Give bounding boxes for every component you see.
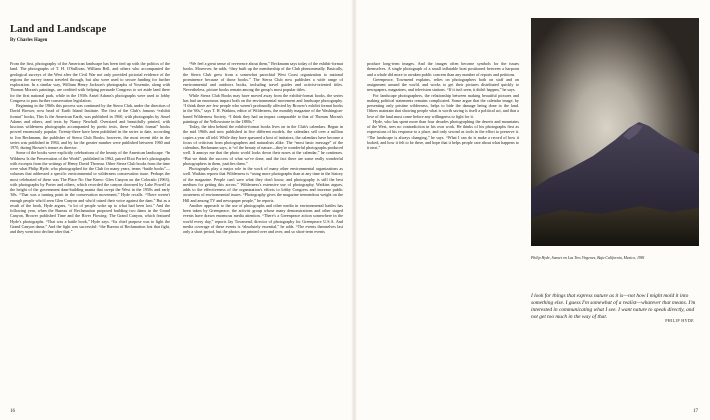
quote-attribution: PHILIP HYDE: [665, 318, 694, 323]
paragraph: Some of the books were explicitly celebrations of the beauty of the American landscape. “In Wildness Is the Preservation of the World”, published in 1962, paired Eliot Porter's photographs with excerpts from the writings of Henry David Thoreau. Other Sierra Club books from the time were what Philip Hyde, who photographed for the Club for many years, terms “battle books”—volumes that addressed a specific environmental or wilderness conservation issue. Perhaps the most celebrated of these was The Place No One Knew: Glen Canyon on the Colorado (1963), with photographs by Porter and others, which recorded the canyon drowned by Lake Powell at the height of the government dam-building mania that swept the West in the 1950s and early '60s. “That was a turning point in the conservation movement,” Hyde recalls. “There weren't enough people who'd seen Glen Canyon and who'd raised their voice against the dam.” But as a result of the book, Hyde argues, “a lot of people woke up to what had been lost.” And the following year, when the Bureau of Reclamation proposed building two dams in the Grand Canyon, Brower published Time and the River Flowing: The Grand Canyon, which featured Hyde's photographs. “That was a battle book,” Hyde says. “Its chief purpose was to fight the Grand Canyon dams.” And the fight was successful: “the Bureau of Reclamation lost that fight, and they went into decline after that.”: [10, 150, 170, 234]
left-page-column-1: [10, 61, 170, 406]
pull-quote: I look for things that express nature as it is—not how I might mold it into something else. I guess I'm somewhat of a realist—whatever that means. I'm interested in communicating what I see. I want nature to speak directly, and not get too much in the way of that.: [531, 293, 696, 321]
mountain-sunset-image: [531, 18, 699, 246]
paragraph: Another approach to the use of photographs and other media in environmental battles has been taken by Greenpeace, the activist group whose many demonstrations and other staged events have drawn enormous media attention. “There's a Greenpeace action somewhere in the world every day,” reports Jay Townsend, director of photography for Greenpeace U.S.A. And media coverage of these events is “absolutely essential,” he adds. “The events themselves last only a short period, but the photos are printed over and over, and so short-term events: [183, 202, 343, 234]
paragraph: From the first, photography of the American landscape has been tied up with the politics of the land. The photographs of T. H. O'Sullivan, William Bell, and others who accompanied the geological surveys of the West after the Civil War not only provided pictorial evidence of the regions the survey teams traveled through, but also were used to secure funding for further exploration. In a similar way, William Henry Jackson's photographs of Yosemite, along with Thomas Moran's paintings, are credited with helping persuade Congress to set aside land there for the first national park, while in the 1930s Ansel Adams's photographs were used to lobby Congress to pass further conservation legislation.: [10, 61, 170, 103]
paragraph: Greenpeace, Townsend explains, relies on photographers both on staff and on assignment around the world, and works to get their pictures distributed quickly to newspapers, magazines, and television stations. “If it isn't seen, it didn't happen,” he says.: [367, 76, 519, 93]
left-page-column-2: [183, 61, 343, 406]
landscape-photograph: [531, 18, 699, 246]
paragraph: Beginning in the 1960s this process was continued by the Sierra Club, under the direction of David Brower, now head of Earth Island Institute. The first of the Club's famous “exhibit format” books, This Is the American Earth, was published in 1960, with photographs by Ansel Adams and others, and texts by Nancy Newhall. Oversized and beautifully printed, with luscious wilderness photographs accompanied by poetic texts, these “exhibit format” books proved enormously popular. Twenty-three have been published in the series to date, according to Jon Beckmann, the publisher of Sierra Club Books; however, the most recent title in the series was published in 1984, and by far the greater number were published between 1960 and 1970, during Brower's tenure as director.: [10, 103, 170, 150]
photo-caption: Philip Hyde, Sunset on Las Tres Virgenes, Baja California, Mexico, 1981: [531, 255, 645, 260]
paragraph: produce long-term images. And the images often become symbols for the issues themselves. A single photograph of a small inflatable boat positioned between a harpoon and a whale did more to awaken public concern than any number of reports and petitions.: [367, 61, 519, 77]
paragraph: Today, the idea behind the exhibit-format books lives on in the Club's calendars. Begun in the mid 1960s and now published in five different models, the calendars sell over a million copies a year all told. While they have spawned a host of imitators, the calendars have become a focus of criticism from photographers and naturalists alike. The “most basic message” of the calendars, Beckmann says, is “of the beauty of nature—they're wonderful photographs produced well. It annoys me that the photo world looks down their noses at the calendar,” he continues. “But we think the success of what we've done, and the fact there are some really wonderful photographers in them, justifies them.”: [183, 124, 343, 166]
right-page-column-1: [367, 61, 519, 406]
article-byline: By Charles Hagen: [10, 38, 48, 43]
right-page: [355, 0, 710, 420]
paragraph: “We feel a great sense of reverence about them,” Beckmann says today of the exhibit-format books. Moreover, he adds, “they built up the membership of the Club phenomenally. Basically, the Sierra Club grew from a somewhat parochial West Coast organization to national prominence because of those books.” The Sierra Club now publishes a wide range of environmental and outdoors books, including travel guides and activist-oriented titles. Nevertheless, picture books remain among the group's most popular titles.: [183, 61, 343, 93]
page-number-right: 17: [693, 409, 698, 414]
left-page: [0, 0, 352, 420]
paragraph: Hyde, who has spent more than four decades photographing the deserts and mountains of the West, sees no contradiction in his own work. He thinks of his photographs first as expressions of his response to a place, and only second as tools in the effort to preserve it. “The landscape is always changing,” he says. “What I can do is make a record of how it looked, and how it felt to be there, and hope that it helps people care about what happens to it next.”: [367, 118, 519, 150]
article-title: Land and Landscape: [10, 24, 107, 35]
paragraph: Photographs play a major role in the work of many other environmental organizations as well. Watkins reports that Wilderness is “using more photographs than at any time in the history of the magazine. People can't save what they don't know, and photography is still the best medium for getting this across.” Wilderness's extensive use of photography, Watkins argues, adds to the effectiveness of the organization's efforts to lobby Congress and increase public awareness of environmental issues. “Photography gives the magazine tremendous weight on the Hill and among TV and newspaper people,” he reports.: [183, 166, 343, 203]
page-number-left: 16: [10, 409, 15, 414]
foreground-ridge: [531, 206, 699, 246]
paragraph: For landscape photographers, the relationship between making beautiful pictures and making political statements remains complicated. Some argue that the calendar image, by presenting only pristine wilderness, helps to hide the damage being done to the land. Others maintain that showing people what is worth saving is itself a political act, and that a love of the land must come before any willingness to fight for it.: [367, 92, 519, 119]
paragraph: While Sierra Club Books may have moved away from the exhibit-format books, the series has had an enormous impact both on the environmental movement and landscape photography. “I think there are few people who weren't profoundly affected by Brower's exhibit format books in the '60s,” says T. H. Watkins, editor of Wilderness, the monthly magazine of the Washington-based Wilderness Society. “I think they had an impact comparable to that of Thomas Moran's paintings of the Yellowstone in the 1880s.”: [183, 92, 343, 124]
